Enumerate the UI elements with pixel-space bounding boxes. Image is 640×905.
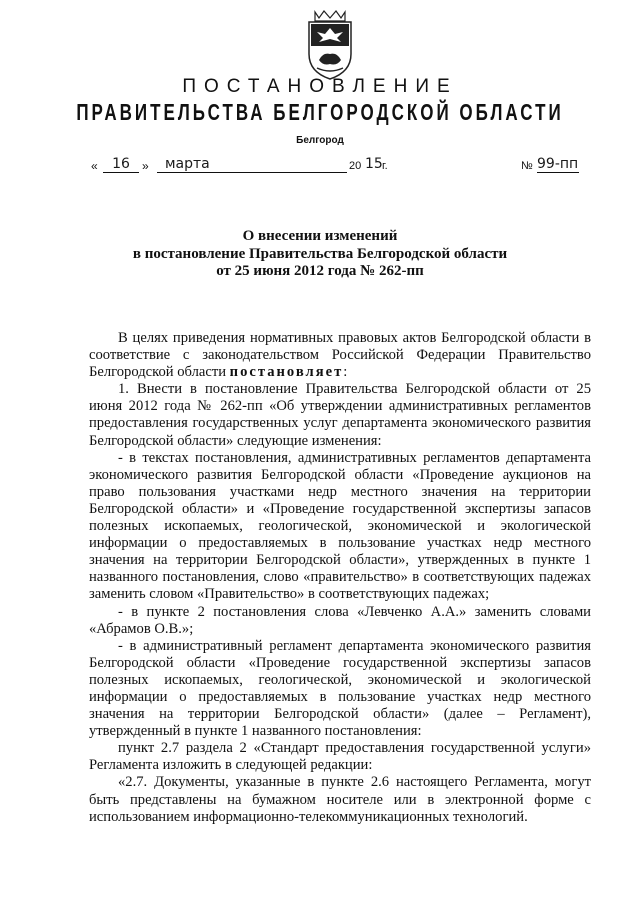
date-year-prefix: 20	[349, 160, 362, 172]
city-name: Белгород	[296, 135, 344, 146]
coat-of-arms-emblem	[297, 8, 363, 82]
resolution-keyword: постановляет	[229, 364, 344, 381]
body-paragraph	[89, 330, 591, 381]
date-month: марта	[157, 156, 347, 173]
body-paragraph: пункт 2.7 раздела 2 «Стандарт предоставления государственной услуги» Регламента изложить в следующей редакции:	[89, 740, 591, 774]
body-paragraph: - в пункте 2 постановления слова «Левченко А.А.» заменить словами «Абрамов О.В.»;	[89, 603, 591, 637]
body-paragraph: - в административный регламент департамента экономического развития Белгородской области «Проведение государственной экспертизы запасов полезных ископаемых, геологической, экономической и экологической информации о предоставляемых в пользование участках недр местного значения на территории Белгородской области» (далее – Регламент), утвержденный в пункте 1 названного постановления:	[89, 637, 591, 740]
date-year-suffix: 15	[365, 156, 383, 172]
issuing-authority-title: ПРАВИТЕЛЬСТВА БЕЛГОРОДСКОЙ ОБЛАСТИ	[76, 99, 564, 126]
body-paragraph: «2.7. Документы, указанные в пункте 2.6 настоящего Регламента, могут быть представлены на бумажном носителе или в электронной форме с использованием информационно-телекоммуникационных технологий.	[89, 774, 591, 825]
body-paragraph: 1. Внести в постановление Правительства Белгородской области от 25 июня 2012 года № 262-пп «Об утверждении административных регламентов предоставления государственных услуг департамента экономического развития Белгородской области» следующие изменения:	[89, 381, 591, 449]
date-open-quote: «	[91, 159, 98, 173]
document-body	[89, 330, 591, 826]
paragraph-text: В целях приведения нормативных правовых актов Белгородской области в соответствие с законодательством Российской Федерации Правительство Белгородской области	[89, 330, 591, 381]
date-number-line	[89, 157, 579, 177]
document-heading	[0, 228, 640, 281]
date-day: 16	[103, 156, 139, 173]
heading-line-2: в постановление Правительства Белгородской области	[132, 245, 508, 262]
body-paragraph: - в текстах постановления, административных регламентов департамента экономического развития Белгородской области «Проведение аукционов на право пользования участками недр местного значения на территории Белгородской области» и «Проведение государственной экспертизы запасов полезных ископаемых, геологической, экономической и экологической информации о предоставляемых в пользование участках недр местного значения на территории Белгородской области», утвержденных в пункте 1 названного постановления, слово «правительство» в соответствующих падежах заменить словом «Правительство» в соответствующих падежах;	[89, 449, 591, 603]
heading-line-3: от 25 июня 2012 года № 262-пп	[216, 263, 424, 279]
paragraph-text: :	[343, 364, 348, 381]
document-number-label: №	[521, 160, 533, 172]
date-year-abbrev: г.	[382, 160, 388, 172]
date-close-quote: »	[142, 159, 149, 173]
document-type-title: ПОСТАНОВЛЕНИЕ	[182, 76, 458, 97]
heading-line-1: О внесении изменений	[242, 228, 398, 244]
document-number-value: 99-пп	[537, 156, 579, 172]
